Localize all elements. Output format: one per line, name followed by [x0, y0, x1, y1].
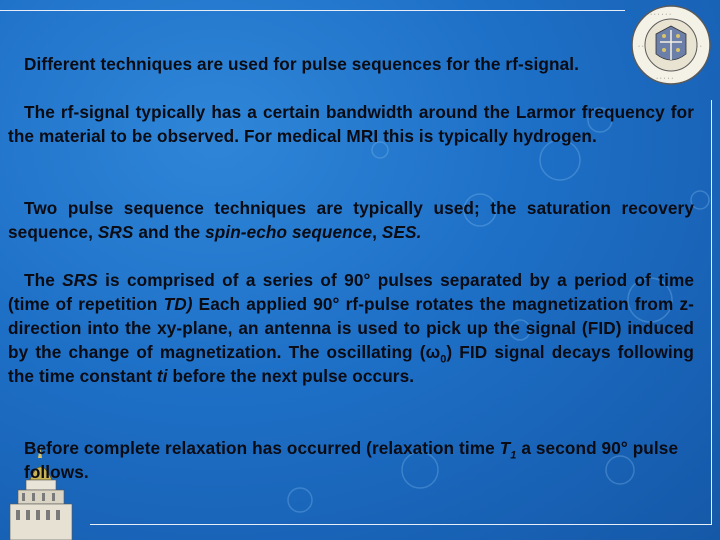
- p2-srs-term: SRS: [97, 222, 134, 242]
- p2-text-a: Two pulse sequence techniques are typically used; the saturation recovery sequence,: [8, 198, 694, 242]
- p3-srs-term: SRS: [62, 270, 98, 290]
- p2-text-b: and the: [133, 222, 206, 242]
- p2-ses-term: SES.: [381, 222, 422, 242]
- frame-right-line: [711, 100, 712, 525]
- paragraph-srs-description: [8, 268, 694, 388]
- svg-text:· · · · ·: · · · · ·: [656, 75, 674, 82]
- frame-bottom-line: [90, 524, 712, 525]
- p3-text-c: Each applied 90° rf-pulse rotates the magnetization from z-direction into the xy-plane, an antenna is used to pick up the signal (FID) induced by the change of magnetization. The oscillating (: [8, 294, 694, 362]
- p3-text-d: ) FID signal decays following the time constant: [8, 342, 694, 386]
- paragraph-relaxation: [24, 436, 694, 484]
- p4-text-a: Before complete relaxation has occurred (relaxation time: [24, 438, 500, 458]
- p3-ti-term: ti: [156, 366, 168, 386]
- frame-top-line: [0, 10, 625, 11]
- p2-spin-echo-term: spin-echo sequence: [205, 222, 373, 242]
- p3-omega-symbol: ω: [425, 342, 441, 362]
- slide-title: Different techniques are used for pulse sequences for the rf-signal.: [24, 54, 580, 74]
- p3-text-a: The: [24, 270, 63, 290]
- p2-text-c: ,: [372, 222, 382, 242]
- p3-text-b: is comprised of a series of 90° pulses separated by a period of time (time of repetition: [8, 270, 694, 314]
- svg-text:· ·: · ·: [696, 43, 702, 50]
- p4-text-b: a second 90° pulse follows.: [24, 438, 679, 482]
- paragraph-bandwidth: [8, 100, 694, 148]
- p3-td-term: TD): [163, 294, 193, 314]
- svg-text:· · · · · ·: · · · · · ·: [650, 11, 672, 18]
- paragraph-pulse-techniques: [8, 196, 694, 244]
- p4-t-symbol: T: [499, 438, 511, 458]
- p4-t-subscript: 1: [510, 449, 517, 462]
- p3-omega-subscript: 0: [440, 353, 447, 366]
- svg-text:· ·: · ·: [638, 43, 644, 50]
- paragraph-bandwidth-text: The rf-signal typically has a certain bandwidth around the Larmor frequency for the material to be observed. For medical MRI this is typically hydrogen.: [8, 102, 694, 146]
- p3-text-e: before the next pulse occurs.: [167, 366, 415, 386]
